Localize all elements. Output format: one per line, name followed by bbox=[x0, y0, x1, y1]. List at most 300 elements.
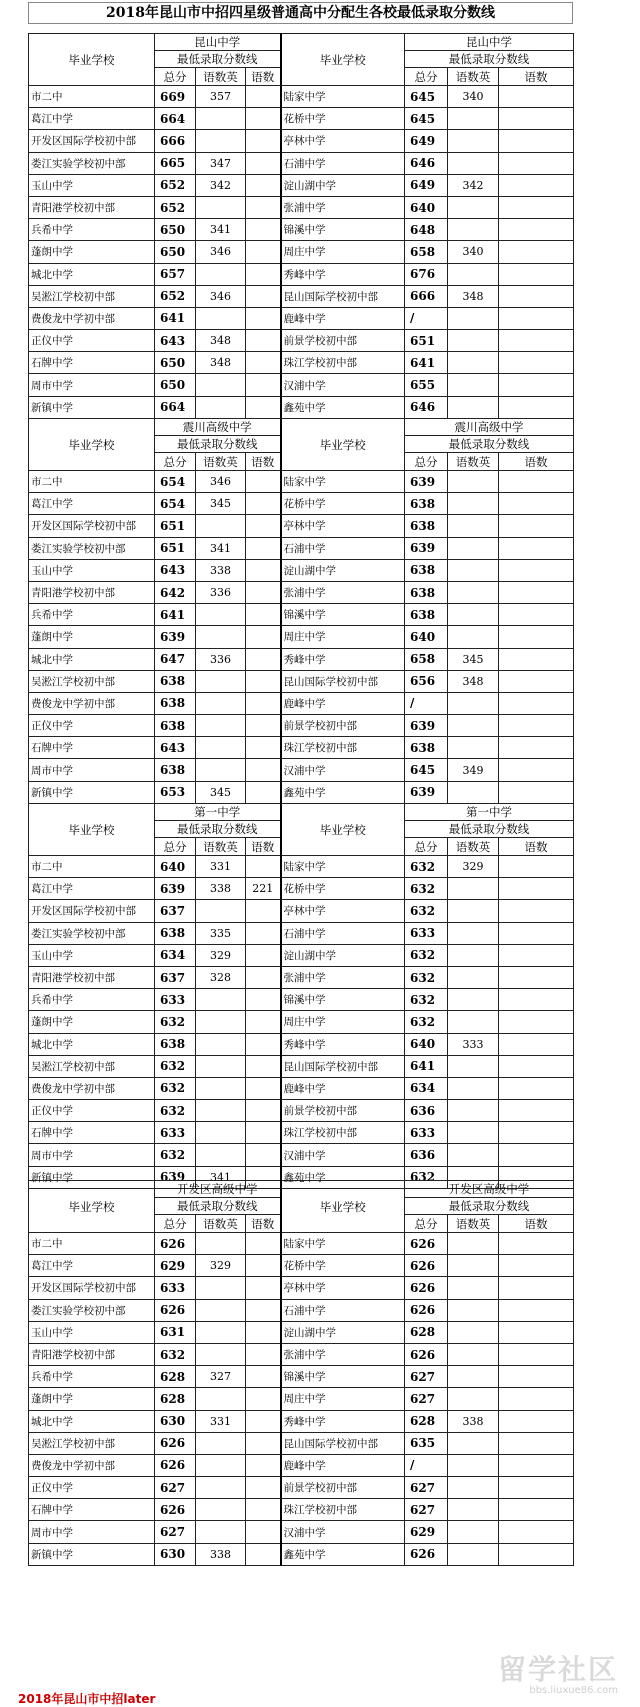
yse-score: 349 bbox=[448, 759, 499, 781]
target-school-header: 第一中学 bbox=[405, 804, 574, 821]
watermark-text: 留学社区 bbox=[497, 1653, 618, 1686]
school-name: 秀峰中学 bbox=[281, 648, 405, 670]
total-score: 628 bbox=[405, 1410, 448, 1432]
ys-score bbox=[246, 537, 281, 559]
ys-score bbox=[499, 374, 574, 396]
ys-score bbox=[499, 285, 574, 307]
yse-score bbox=[196, 1033, 246, 1055]
total-score: 634 bbox=[405, 1077, 448, 1099]
total-score: 627 bbox=[155, 1521, 196, 1543]
total-score: 626 bbox=[405, 1343, 448, 1365]
yse-score bbox=[196, 374, 246, 396]
yse-score bbox=[196, 1521, 246, 1543]
total-score: 651 bbox=[405, 330, 448, 352]
ys-score bbox=[246, 285, 281, 307]
yse-score: 348 bbox=[196, 352, 246, 374]
school-name: 花桥中学 bbox=[281, 878, 405, 900]
ys-score bbox=[246, 604, 281, 626]
total-score: 632 bbox=[155, 1343, 196, 1365]
yse-score bbox=[196, 1277, 246, 1299]
school-name: 蓬朗中学 bbox=[29, 1388, 155, 1410]
table-row bbox=[29, 856, 574, 878]
ys-score bbox=[246, 1477, 281, 1499]
table-row bbox=[29, 737, 574, 759]
yse-score bbox=[448, 966, 499, 988]
school-name: 亭林中学 bbox=[281, 900, 405, 922]
school-name: 石牌中学 bbox=[29, 352, 155, 374]
total-score: 638 bbox=[155, 922, 196, 944]
yse-score bbox=[196, 396, 246, 418]
school-name: 开发区国际学校初中部 bbox=[29, 900, 155, 922]
ys-score bbox=[246, 219, 281, 241]
school-name: 前景学校初中部 bbox=[281, 1477, 405, 1499]
total-score: 638 bbox=[405, 604, 448, 626]
school-name: 珠江学校初中部 bbox=[281, 737, 405, 759]
school-name: 周市中学 bbox=[29, 374, 155, 396]
yse-score: 338 bbox=[196, 1543, 246, 1565]
school-name: 周市中学 bbox=[29, 1521, 155, 1543]
yse-score bbox=[196, 737, 246, 759]
total-score: 627 bbox=[405, 1499, 448, 1521]
column-header-yse: 语数英 bbox=[448, 1215, 499, 1233]
yse-score bbox=[448, 715, 499, 737]
min-line-header: 最低录取分数线 bbox=[405, 51, 574, 68]
table-row bbox=[29, 108, 574, 130]
school-name: 开发区国际学校初中部 bbox=[29, 130, 155, 152]
ys-score bbox=[246, 471, 281, 493]
school-name: 鑫苑中学 bbox=[281, 396, 405, 418]
school-name: 葛江中学 bbox=[29, 878, 155, 900]
school-name: 亭林中学 bbox=[281, 1277, 405, 1299]
yse-score bbox=[448, 1432, 499, 1454]
school-name: 周市中学 bbox=[29, 1144, 155, 1166]
yse-score bbox=[196, 626, 246, 648]
table-row bbox=[29, 759, 574, 781]
table-row bbox=[29, 944, 574, 966]
yse-score: 336 bbox=[196, 648, 246, 670]
table-row bbox=[29, 493, 574, 515]
total-score: 646 bbox=[405, 396, 448, 418]
yse-score bbox=[196, 1144, 246, 1166]
ys-score bbox=[246, 174, 281, 196]
ys-score bbox=[246, 1077, 281, 1099]
table-row bbox=[29, 196, 574, 218]
yse-score bbox=[196, 715, 246, 737]
ys-score bbox=[246, 1343, 281, 1365]
ys-score bbox=[246, 515, 281, 537]
total-score: 650 bbox=[155, 374, 196, 396]
ys-score bbox=[246, 241, 281, 263]
ys-score bbox=[246, 1321, 281, 1343]
school-name: 开发区国际学校初中部 bbox=[29, 1277, 155, 1299]
yse-score bbox=[196, 196, 246, 218]
total-score: 665 bbox=[155, 152, 196, 174]
ys-score bbox=[246, 263, 281, 285]
column-header-school: 毕业学校 bbox=[29, 804, 155, 856]
yse-score bbox=[448, 471, 499, 493]
ys-score bbox=[246, 352, 281, 374]
total-score: 632 bbox=[405, 900, 448, 922]
table-row bbox=[29, 878, 574, 900]
total-score: 664 bbox=[155, 396, 196, 418]
school-name: 昆山国际学校初中部 bbox=[281, 1432, 405, 1454]
yse-score bbox=[196, 604, 246, 626]
ys-score bbox=[499, 1077, 574, 1099]
total-score: 626 bbox=[155, 1454, 196, 1476]
target-school-header: 第一中学 bbox=[155, 804, 281, 821]
yse-score bbox=[448, 878, 499, 900]
column-header-ys: 语数 bbox=[246, 453, 281, 471]
table-row bbox=[29, 285, 574, 307]
ys-score bbox=[246, 130, 281, 152]
school-name: 葛江中学 bbox=[29, 108, 155, 130]
school-name: 张浦中学 bbox=[281, 581, 405, 603]
ys-score bbox=[499, 1388, 574, 1410]
ys-score bbox=[499, 1233, 574, 1255]
ys-score bbox=[499, 581, 574, 603]
ys-score bbox=[246, 1233, 281, 1255]
total-score: 638 bbox=[405, 737, 448, 759]
yse-score bbox=[196, 515, 246, 537]
yse-score bbox=[448, 1477, 499, 1499]
table-row bbox=[29, 559, 574, 581]
ys-score bbox=[246, 759, 281, 781]
score-table bbox=[28, 1180, 574, 1566]
yse-score: 329 bbox=[196, 944, 246, 966]
total-score: 638 bbox=[405, 559, 448, 581]
school-name: 亭林中学 bbox=[281, 515, 405, 537]
yse-score bbox=[196, 1299, 246, 1321]
yse-score bbox=[448, 130, 499, 152]
school-name: 鹿峰中学 bbox=[281, 1077, 405, 1099]
yse-score bbox=[448, 1366, 499, 1388]
yse-score bbox=[196, 989, 246, 1011]
total-score: 658 bbox=[405, 241, 448, 263]
school-name: 开发区国际学校初中部 bbox=[29, 515, 155, 537]
column-header-total: 总分 bbox=[155, 68, 196, 86]
ys-score bbox=[246, 900, 281, 922]
ys-score bbox=[499, 471, 574, 493]
table-row bbox=[29, 537, 574, 559]
ys-score bbox=[499, 900, 574, 922]
yse-score: 341 bbox=[196, 219, 246, 241]
yse-score: 327 bbox=[196, 1366, 246, 1388]
table-row bbox=[29, 515, 574, 537]
yse-score bbox=[448, 493, 499, 515]
total-score: 638 bbox=[155, 692, 196, 714]
total-score: 650 bbox=[155, 219, 196, 241]
ys-score bbox=[246, 648, 281, 670]
table-row bbox=[29, 1255, 574, 1277]
school-name: 吴淞江学校初中部 bbox=[29, 1432, 155, 1454]
column-header-school: 毕业学校 bbox=[281, 34, 405, 86]
column-header-total: 总分 bbox=[155, 1215, 196, 1233]
total-score: 632 bbox=[155, 1055, 196, 1077]
ys-score bbox=[246, 108, 281, 130]
ys-score bbox=[246, 374, 281, 396]
school-name: 锦溪中学 bbox=[281, 219, 405, 241]
table-row bbox=[29, 1388, 574, 1410]
table-row bbox=[29, 626, 574, 648]
school-name: 石浦中学 bbox=[281, 1299, 405, 1321]
ys-score bbox=[499, 878, 574, 900]
yse-score: 348 bbox=[448, 285, 499, 307]
table-row bbox=[29, 1410, 574, 1432]
ys-score bbox=[499, 1321, 574, 1343]
ys-score bbox=[499, 1055, 574, 1077]
ys-score bbox=[246, 1055, 281, 1077]
yse-score bbox=[196, 1077, 246, 1099]
total-score: 626 bbox=[155, 1299, 196, 1321]
ys-score bbox=[246, 86, 281, 108]
min-line-header: 最低录取分数线 bbox=[155, 436, 281, 453]
table-row bbox=[29, 1277, 574, 1299]
total-score: / bbox=[405, 307, 448, 329]
score-table bbox=[28, 33, 574, 419]
column-header-school: 毕业学校 bbox=[281, 419, 405, 471]
yse-score bbox=[448, 1077, 499, 1099]
ys-score bbox=[499, 1299, 574, 1321]
table-row bbox=[29, 900, 574, 922]
total-score: 638 bbox=[155, 670, 196, 692]
total-score: 640 bbox=[405, 196, 448, 218]
school-name: 城北中学 bbox=[29, 648, 155, 670]
table-row bbox=[29, 219, 574, 241]
school-name: 花桥中学 bbox=[281, 493, 405, 515]
ys-score bbox=[499, 1366, 574, 1388]
yse-score bbox=[448, 781, 499, 803]
yse-score bbox=[448, 737, 499, 759]
column-header-ys: 语数 bbox=[246, 1215, 281, 1233]
school-name: 花桥中学 bbox=[281, 1255, 405, 1277]
yse-score bbox=[196, 670, 246, 692]
ys-score bbox=[499, 108, 574, 130]
total-score: 633 bbox=[405, 1122, 448, 1144]
ys-score bbox=[246, 1410, 281, 1432]
total-score: 645 bbox=[405, 759, 448, 781]
ys-score bbox=[246, 581, 281, 603]
total-score: 632 bbox=[405, 989, 448, 1011]
ys-score bbox=[499, 989, 574, 1011]
ys-score bbox=[246, 1388, 281, 1410]
header-row bbox=[29, 1181, 574, 1198]
total-score: 657 bbox=[155, 263, 196, 285]
ys-score bbox=[246, 1499, 281, 1521]
school-name: 正仪中学 bbox=[29, 1100, 155, 1122]
table-row bbox=[29, 330, 574, 352]
ys-score bbox=[499, 1521, 574, 1543]
target-school-header: 开发区高级中学 bbox=[155, 1181, 281, 1198]
school-name: 青阳港学校初中部 bbox=[29, 581, 155, 603]
school-name: 玉山中学 bbox=[29, 1321, 155, 1343]
school-name: 石牌中学 bbox=[29, 1122, 155, 1144]
school-name: 蓬朗中学 bbox=[29, 1011, 155, 1033]
ys-score bbox=[499, 1033, 574, 1055]
total-score: 640 bbox=[155, 856, 196, 878]
school-name: 鑫苑中学 bbox=[281, 1543, 405, 1565]
yse-score bbox=[196, 1454, 246, 1476]
school-name: 正仪中学 bbox=[29, 715, 155, 737]
yse-score bbox=[196, 759, 246, 781]
total-score: 666 bbox=[155, 130, 196, 152]
total-score: 628 bbox=[405, 1321, 448, 1343]
total-score: 638 bbox=[405, 581, 448, 603]
total-score: 647 bbox=[155, 648, 196, 670]
yse-score bbox=[448, 263, 499, 285]
school-name: 周庄中学 bbox=[281, 1011, 405, 1033]
min-line-header: 最低录取分数线 bbox=[155, 821, 281, 838]
total-score: 626 bbox=[405, 1543, 448, 1565]
ys-score bbox=[499, 1277, 574, 1299]
ys-score bbox=[499, 515, 574, 537]
yse-score bbox=[448, 626, 499, 648]
school-name: 周庄中学 bbox=[281, 626, 405, 648]
ys-score bbox=[246, 307, 281, 329]
min-line-header: 最低录取分数线 bbox=[405, 436, 574, 453]
school-name: 吴淞江学校初中部 bbox=[29, 1055, 155, 1077]
yse-score bbox=[448, 1543, 499, 1565]
yse-score bbox=[448, 559, 499, 581]
school-name: 城北中学 bbox=[29, 263, 155, 285]
total-score: 652 bbox=[155, 196, 196, 218]
school-name: 费俊龙中学初中部 bbox=[29, 1077, 155, 1099]
watermark bbox=[468, 1655, 618, 1699]
table-row bbox=[29, 1477, 574, 1499]
total-score: 640 bbox=[405, 1033, 448, 1055]
yse-score bbox=[448, 604, 499, 626]
yse-score bbox=[196, 692, 246, 714]
yse-score bbox=[448, 1055, 499, 1077]
school-name: 石浦中学 bbox=[281, 152, 405, 174]
ys-score: 221 bbox=[246, 878, 281, 900]
yse-score bbox=[448, 1343, 499, 1365]
table-row bbox=[29, 352, 574, 374]
score-table bbox=[28, 418, 574, 804]
yse-score bbox=[196, 307, 246, 329]
column-header-yse: 语数英 bbox=[196, 838, 246, 856]
school-name: 葛江中学 bbox=[29, 1255, 155, 1277]
ys-score bbox=[246, 196, 281, 218]
yse-score: 338 bbox=[196, 559, 246, 581]
school-name: 周庄中学 bbox=[281, 241, 405, 263]
school-name: 张浦中学 bbox=[281, 1343, 405, 1365]
school-name: 陆家中学 bbox=[281, 471, 405, 493]
ys-score bbox=[499, 648, 574, 670]
column-header-yse: 语数英 bbox=[448, 838, 499, 856]
table-row bbox=[29, 715, 574, 737]
yse-score bbox=[448, 352, 499, 374]
table-row bbox=[29, 989, 574, 1011]
total-score: 643 bbox=[155, 737, 196, 759]
total-score: 632 bbox=[155, 1011, 196, 1033]
column-header-yse: 语数英 bbox=[448, 68, 499, 86]
ys-score bbox=[499, 1122, 574, 1144]
yse-score bbox=[448, 396, 499, 418]
total-score: 629 bbox=[405, 1521, 448, 1543]
footer-link[interactable]: 2018年昆山市中招later bbox=[18, 1692, 156, 1706]
school-name: 淀山湖中学 bbox=[281, 1321, 405, 1343]
yse-score: 345 bbox=[196, 781, 246, 803]
column-header-ys: 语数 bbox=[499, 68, 574, 86]
school-name: 陆家中学 bbox=[281, 1233, 405, 1255]
ys-score bbox=[246, 1033, 281, 1055]
table-row bbox=[29, 966, 574, 988]
table-row bbox=[29, 1499, 574, 1521]
school-name: 锦溪中学 bbox=[281, 989, 405, 1011]
ys-score bbox=[499, 537, 574, 559]
total-score: 645 bbox=[405, 108, 448, 130]
total-score: 632 bbox=[405, 856, 448, 878]
table-row bbox=[29, 604, 574, 626]
school-name: 娄江实验学校初中部 bbox=[29, 537, 155, 559]
school-name: 石浦中学 bbox=[281, 922, 405, 944]
ys-score bbox=[246, 1011, 281, 1033]
school-name: 昆山国际学校初中部 bbox=[281, 670, 405, 692]
school-name: 玉山中学 bbox=[29, 944, 155, 966]
total-score: 632 bbox=[405, 944, 448, 966]
yse-score bbox=[448, 989, 499, 1011]
school-name: 吴淞江学校初中部 bbox=[29, 670, 155, 692]
ys-score bbox=[499, 1477, 574, 1499]
school-name: 前景学校初中部 bbox=[281, 330, 405, 352]
school-name: 娄江实验学校初中部 bbox=[29, 152, 155, 174]
yse-score bbox=[196, 263, 246, 285]
yse-score bbox=[448, 900, 499, 922]
school-name: 费俊龙中学初中部 bbox=[29, 1454, 155, 1476]
page-title: 2018年昆山市中招四星级普通高中分配生各校最低录取分数线 bbox=[28, 2, 573, 24]
ys-score bbox=[499, 559, 574, 581]
yse-score bbox=[448, 1011, 499, 1033]
yse-score bbox=[448, 1277, 499, 1299]
column-header-total: 总分 bbox=[405, 1215, 448, 1233]
school-name: 市二中 bbox=[29, 471, 155, 493]
total-score: 627 bbox=[405, 1366, 448, 1388]
total-score: 639 bbox=[405, 537, 448, 559]
total-score: 636 bbox=[405, 1144, 448, 1166]
ys-score bbox=[499, 692, 574, 714]
table-row bbox=[29, 241, 574, 263]
yse-score: 346 bbox=[196, 285, 246, 307]
school-name: 鑫苑中学 bbox=[281, 781, 405, 803]
school-name: 淀山湖中学 bbox=[281, 944, 405, 966]
school-name: 市二中 bbox=[29, 86, 155, 108]
ys-score bbox=[499, 1343, 574, 1365]
school-name: 秀峰中学 bbox=[281, 1410, 405, 1432]
watermark-url: bbs.liuxue86.com bbox=[529, 1685, 618, 1696]
ys-score bbox=[246, 1543, 281, 1565]
school-name: 城北中学 bbox=[29, 1033, 155, 1055]
ys-score bbox=[246, 715, 281, 737]
table-row bbox=[29, 692, 574, 714]
target-school-header: 震川高级中学 bbox=[405, 419, 574, 436]
yse-score: 329 bbox=[448, 856, 499, 878]
table-row bbox=[29, 130, 574, 152]
yse-score bbox=[196, 1477, 246, 1499]
yse-score: 340 bbox=[448, 86, 499, 108]
yse-score bbox=[448, 944, 499, 966]
header-row bbox=[29, 34, 574, 51]
total-score: 645 bbox=[405, 86, 448, 108]
total-score: 639 bbox=[405, 781, 448, 803]
school-name: 周市中学 bbox=[29, 759, 155, 781]
ys-score bbox=[499, 352, 574, 374]
column-header-total: 总分 bbox=[405, 838, 448, 856]
ys-score bbox=[246, 1521, 281, 1543]
total-score: 630 bbox=[155, 1410, 196, 1432]
school-name: 娄江实验学校初中部 bbox=[29, 1299, 155, 1321]
school-name: 玉山中学 bbox=[29, 174, 155, 196]
yse-score bbox=[448, 1233, 499, 1255]
